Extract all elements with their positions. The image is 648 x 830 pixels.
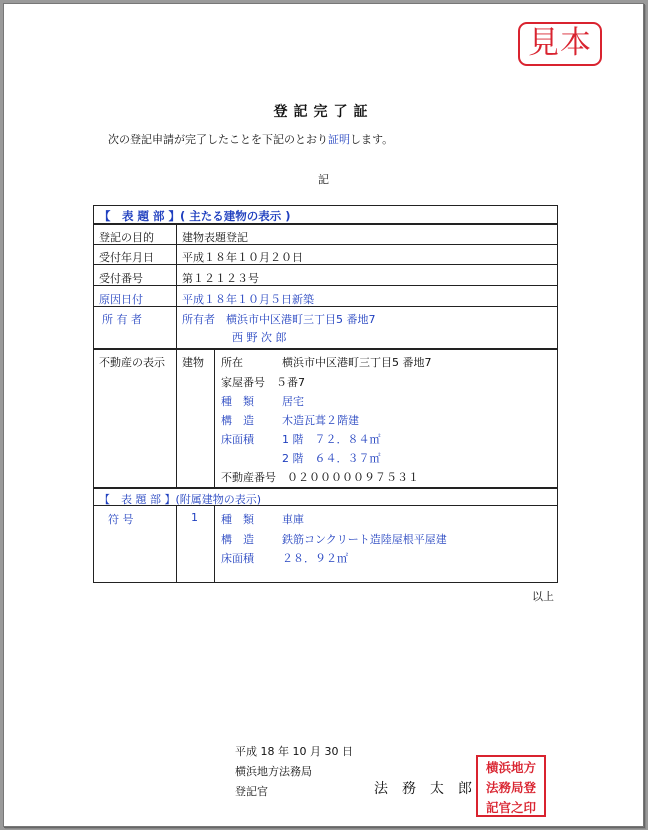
location-value: 横浜市中区港町三丁目5 番地7 — [282, 356, 432, 369]
building-label: 建物 — [182, 356, 204, 369]
seal-line-3: 記官之印 — [485, 800, 536, 815]
table-border-top — [93, 205, 558, 206]
number-label: 受付番号 — [99, 272, 143, 285]
structure-value: 木造瓦葺２階建 — [282, 414, 359, 427]
annex-floor-value: ２８．９２㎡ — [282, 552, 348, 565]
realty-number: 不動産番号 ０２０００００９７５３１ — [221, 471, 419, 484]
cause-value: 平成１８年１０月５日新築 — [182, 293, 314, 306]
section2-header: 【 表 題 部 】(附属建物の表示) — [99, 493, 262, 506]
owner-line1: 所有者 横浜市中区港町三丁目5 番地7 — [182, 313, 376, 326]
document-page — [3, 3, 644, 827]
issue-date: 平成 18 年 10 月 30 日 — [235, 745, 353, 758]
ki-mark: 記 — [318, 173, 329, 186]
annex-floor-label: 床面積 — [221, 552, 254, 565]
section1-header: 【 表 題 部 】( 主たる建物の表示 ) — [99, 209, 291, 223]
annex-kind-label: 種 類 — [221, 513, 254, 526]
purpose-value: 建物表題登記 — [182, 231, 248, 244]
annex-structure-value: 鉄筋コンクリート造陸屋根平屋建 — [282, 533, 447, 546]
office-name: 横浜地方法務局 — [235, 765, 312, 778]
annex-structure-label: 構 造 — [221, 533, 254, 546]
registrar-label: 登記官 — [235, 785, 268, 798]
kind-label: 種 類 — [221, 395, 254, 408]
col-divider-1 — [176, 223, 177, 487]
registrar-name: 法務太郎 — [374, 781, 486, 797]
seal-line-2: 法務局登 — [485, 780, 536, 795]
rule-row — [93, 244, 558, 245]
floor-area-1: 1 階 ７２．８４㎡ — [282, 433, 381, 446]
rule-before-section2 — [93, 487, 558, 489]
house-number: 家屋番号 ５番7 — [221, 376, 305, 389]
rule-before-property — [93, 348, 558, 350]
owner-label: 所 有 者 — [102, 313, 142, 326]
owner-name: 西 野 次 郎 — [232, 331, 287, 344]
intro-post: します。 — [350, 133, 394, 146]
col-divider-2b — [214, 505, 215, 582]
official-seal — [476, 755, 546, 817]
intro-text — [108, 131, 393, 147]
document-title: 登記完了証 — [273, 104, 374, 120]
table-border-left — [93, 205, 94, 583]
sample-stamp: 見本 — [518, 22, 602, 66]
ijou-mark: 以上 — [532, 590, 554, 603]
table-border-right — [557, 205, 558, 583]
col-divider-2 — [214, 348, 215, 487]
intro-highlight: 証明 — [328, 133, 350, 146]
symbol-label: 符 号 — [108, 513, 134, 526]
structure-label: 構 造 — [221, 414, 254, 427]
kind-value: 居宅 — [282, 395, 304, 408]
cause-label: 原因日付 — [99, 293, 143, 306]
annex-kind-value: 車庫 — [282, 513, 304, 526]
col-divider-1b — [176, 505, 177, 582]
location-label: 所在 — [221, 356, 243, 369]
property-label: 不動産の表示 — [99, 356, 165, 369]
symbol-value: 1 — [191, 511, 198, 524]
seal-line-1: 横浜地方 — [485, 760, 536, 775]
floor-area-label: 床面積 — [221, 433, 254, 446]
purpose-label: 登記の目的 — [99, 231, 154, 244]
rule-row — [93, 264, 558, 265]
table-border-bottom — [93, 582, 558, 583]
date-label: 受付年月日 — [99, 251, 154, 264]
intro-pre: 次の登記申請が完了したことを下記のとおり — [108, 133, 328, 146]
date-value: 平成１８年１０月２０日 — [182, 251, 303, 264]
rule-row — [93, 306, 558, 307]
rule-row — [93, 285, 558, 286]
number-value: 第１２１２３号 — [182, 272, 259, 285]
floor-area-2: 2 階 ６４．３７㎡ — [282, 452, 381, 465]
